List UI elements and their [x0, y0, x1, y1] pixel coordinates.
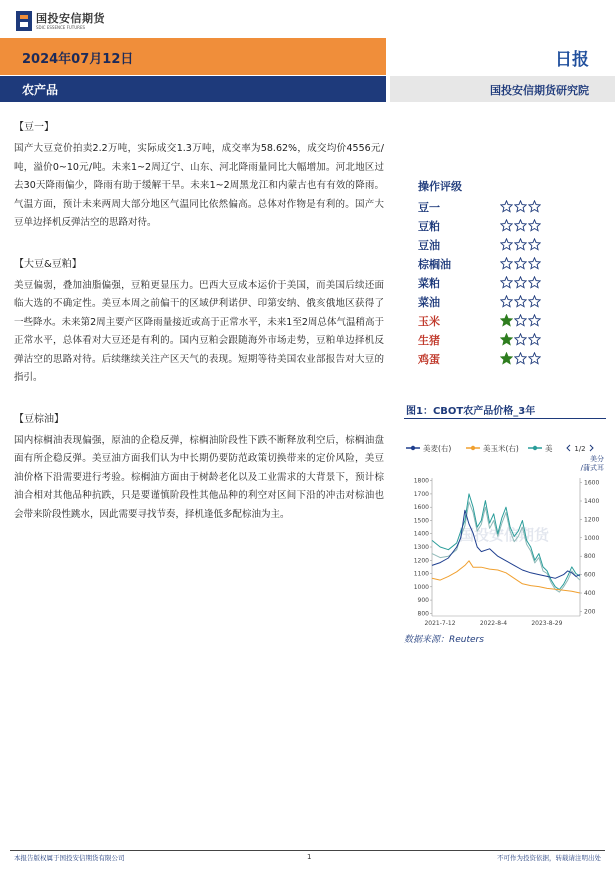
chart-watermark: 国投安信期货: [458, 526, 550, 544]
rating-row: [418, 349, 568, 368]
figure-title-rule: [404, 418, 606, 419]
legend-label: 美麦(右): [423, 444, 452, 453]
rating-stars: [500, 219, 541, 232]
series-line: [432, 502, 580, 592]
star-outline-icon: [500, 200, 513, 213]
legend-prev-icon: [567, 445, 570, 451]
figure-title: 图1：CBOT农产品价格_3年: [406, 406, 536, 417]
star-outline-icon: [514, 276, 527, 289]
y-right-tick-label: 1200: [584, 516, 600, 524]
y-right-tick-label: 1000: [584, 534, 600, 542]
legend-marker: [411, 446, 415, 450]
star-outline-icon: [500, 295, 513, 308]
star-outline-icon: [514, 314, 527, 327]
category-band: [0, 76, 386, 102]
unit-label: 美分: [590, 455, 604, 463]
y-right-tick-label: 1600: [584, 479, 600, 487]
star-outline-icon: [500, 276, 513, 289]
header-date-band: [0, 38, 386, 75]
footer-copyright: 本报告版权属于国投安信期货有限公司: [14, 854, 125, 862]
y-left-tick-label: 1600: [413, 504, 429, 512]
y-left-tick-label: 1000: [413, 583, 429, 591]
star-outline-icon: [528, 200, 541, 213]
star-outline-icon: [500, 219, 513, 232]
y-left-tick-label: 1800: [413, 477, 429, 485]
star-outline-icon: [500, 238, 513, 251]
y-left-tick-label: 1300: [413, 544, 429, 551]
star-outline-icon: [528, 219, 541, 232]
y-left-tick-label: 1700: [413, 490, 429, 498]
rating-stars: [500, 295, 541, 308]
star-outline-icon: [514, 333, 527, 346]
x-tick-label: 2021-7-12: [424, 620, 456, 626]
y-right-tick-label: 400: [584, 590, 596, 597]
y-right-tick-label: 200: [584, 608, 596, 616]
star-outline-icon: [528, 295, 541, 308]
star-outline-icon: [514, 257, 527, 270]
star-outline-icon: [514, 238, 527, 251]
legend-marker: [471, 446, 475, 450]
cbot-price-chart: [404, 420, 606, 626]
y-right-tick-label: 600: [584, 571, 596, 579]
legend-next-icon: [590, 445, 593, 451]
footer-disclaimer: 不可作为投资依据，转载请注明出处: [497, 854, 601, 862]
rating-name: 菜粕: [418, 276, 440, 290]
star-outline-icon: [514, 219, 527, 232]
rating-stars: [500, 314, 541, 327]
institute-band: [390, 76, 615, 102]
section-body-soybean-meal: 美豆偏弱，叠加油脂偏强，豆粕更显压力。巴西大豆成本运价于美国，而美国后续还面临大选的不确定性。美豆本周之前偏干的区域伊利诺伊、印第安纳、俄亥俄地区获得了一些降水。未来第2周主要产区降雨量接近或高于正常水平，未来1至2周总体气温稍高于正常水平，总体看对大豆还是有利的。国内豆粕会跟随海外市场走势，豆粕单边择机反弹沽空的思路对待。后续继续关注产区天气的表现。短期等待美国农业部报告对大豆的指引。: [14, 279, 384, 383]
rating-name: 豆油: [418, 238, 440, 252]
y-left-tick-label: 1400: [413, 530, 429, 538]
ratings-list: [418, 197, 568, 368]
section-title-palm-oil: 【豆棕油】: [14, 413, 64, 425]
main-text-column: [14, 118, 384, 546]
rating-name: 生猪: [418, 333, 440, 347]
y-left-tick-label: 900: [417, 597, 429, 605]
star-outline-icon: [500, 257, 513, 270]
y-left-tick-label: 800: [417, 610, 429, 618]
rating-name: 菜油: [418, 295, 440, 309]
rating-row: [418, 235, 568, 254]
star-outline-icon: [514, 295, 527, 308]
y-left-tick-label: 1200: [413, 557, 429, 565]
star-filled-icon: [500, 333, 513, 346]
x-tick-label: 2023-8-29: [531, 620, 563, 626]
star-outline-icon: [514, 352, 527, 365]
ratings-title: 操作评级: [418, 180, 462, 193]
brand-name: 国投安信期货: [36, 12, 105, 25]
ratings-panel: [418, 178, 568, 368]
category-label: 农产品: [22, 83, 59, 97]
rating-row: [418, 330, 568, 349]
star-outline-icon: [528, 276, 541, 289]
rating-row: [418, 254, 568, 273]
section-body-palm-oil: 国内棕榈油表现偏强，原油的企稳反弹，棕榈油阶段性下跌不断释放利空后，棕榈油盘面有所企稳反弹。美豆油方面我们认为中长期仍要防范政策切换带来的定价风险，美豆油价格下沿需要进行考验。棕榈油方面由于树龄老化以及工业需求的大背景下，预计棕油合相对其他品种抗跌，只是要谨慎阶段性其他品种的利空对区间下沿的冲击对棕油也会带来阶段性跳水，因此需要寻找节奏，择机逢低多配棕油为主。: [14, 434, 384, 520]
figure-source: 数据来源：Reuters: [404, 635, 484, 645]
legend-label: 美玉米(右): [483, 444, 519, 453]
rating-name: 豆粕: [418, 219, 440, 233]
footer-page-number: 1: [307, 853, 312, 861]
legend-page: 1/2: [574, 445, 586, 453]
rating-name: 鸡蛋: [418, 352, 440, 366]
rating-name: 玉米: [418, 314, 440, 328]
institute-label: 国投安信期货研究院: [490, 84, 589, 97]
star-filled-icon: [500, 314, 513, 327]
section-title-soybean-one: 【豆一】: [14, 122, 54, 133]
rating-stars: [500, 333, 541, 346]
star-outline-icon: [528, 352, 541, 365]
rating-stars: [500, 352, 541, 365]
brand-name-en: SDIC ESSENCE FUTURES: [36, 25, 86, 30]
y-right-tick-label: 1400: [584, 498, 600, 505]
star-outline-icon: [514, 200, 527, 213]
footer-rule: [10, 850, 605, 851]
rating-row: [418, 273, 568, 292]
rating-stars: [500, 276, 541, 289]
star-outline-icon: [528, 238, 541, 251]
rating-name: 棕榈油: [418, 257, 451, 271]
rating-row: [418, 311, 568, 330]
logo-mark-icon: [14, 9, 34, 33]
legend-label: 美: [545, 444, 553, 453]
legend-marker: [533, 446, 537, 450]
header-daily-band: [390, 38, 615, 75]
section-body-soybean-one: 国产大豆竞价拍卖2.2万吨，实际成交1.3万吨，成交率为58.62%，成交均价4556元/吨，溢价0~10元/吨。未来1~2周辽宁、山东、河北降雨量同比大幅增加。河北地区过去30天降雨偏少，降雨有助于缓解干旱。未来1~2周黑龙江和内蒙古也有有效的降雨。气温方面，预计未来两周大部分地区气温同比依然偏高。总体对作物是有利的。国产大豆单边择机反弹沽空的思路对待。: [14, 143, 384, 228]
star-filled-icon: [500, 352, 513, 365]
y-right-tick-label: 800: [584, 553, 596, 561]
x-tick-label: 2022-8-4: [479, 620, 508, 626]
rating-row: [418, 197, 568, 216]
report-date: 2024年07月12日: [22, 52, 134, 67]
rating-name: 豆一: [418, 200, 440, 214]
rating-stars: [500, 200, 541, 213]
rating-stars: [500, 238, 541, 251]
rating-stars: [500, 257, 541, 270]
brand-logo: [14, 7, 104, 35]
star-outline-icon: [528, 257, 541, 270]
report-type-label: 日报: [555, 50, 589, 70]
rating-row: [418, 216, 568, 235]
section-title-soybean-meal: 【大豆&豆粕】: [14, 258, 82, 270]
unit-label: /蒲式耳: [580, 464, 604, 472]
star-outline-icon: [528, 333, 541, 346]
series-line: [432, 510, 580, 578]
star-outline-icon: [528, 314, 541, 327]
rating-row: [418, 292, 568, 311]
y-left-tick-label: 1500: [413, 517, 429, 525]
y-left-tick-label: 1100: [413, 570, 429, 578]
